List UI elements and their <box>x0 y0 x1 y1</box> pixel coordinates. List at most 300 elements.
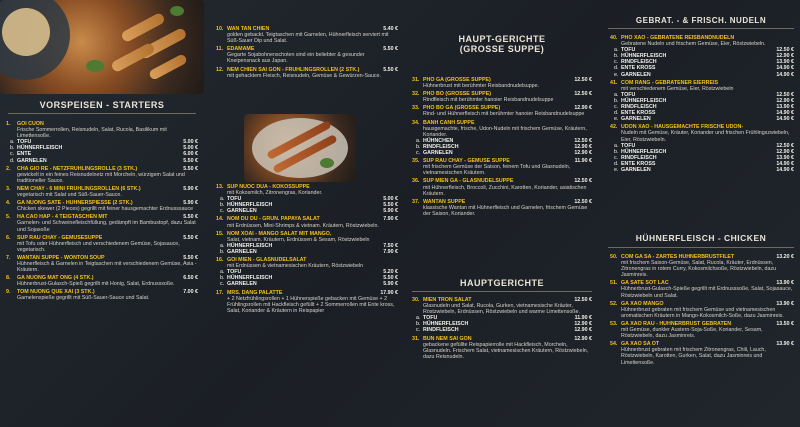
menu-item <box>412 77 592 89</box>
item-description: + 2 Netzfrühlingsrollen + 1 Hühnerspieße gebacken mit Gemüse + 2 Frühlingsrollen mit Hackfleisch gefüllt + 2 Sommerrollen mit Ente kross, Salat, Koriander & Kräutern in Reispapier <box>227 295 395 314</box>
variant-name: TOFU <box>17 139 32 146</box>
item-price: 13.90 € <box>776 300 794 307</box>
item-description: vegetarisch mit Salat und Süß-Sauer-Sauce. <box>17 192 122 199</box>
item-number: 36. <box>412 178 420 185</box>
variant-price: 5.00 € <box>183 139 198 146</box>
menu-item <box>610 80 794 123</box>
item-number: 11. <box>216 46 224 53</box>
variant-price: 12.90 € <box>776 53 794 60</box>
item-title: BANH CANH SUPPE <box>423 119 475 126</box>
item-title: SUP NUOC DUA - KOKOSSUPPE <box>227 184 310 190</box>
variant-name: TOFU <box>621 47 636 54</box>
variant-price: 14.90 € <box>776 166 794 173</box>
item-description: Rind- und Hühnerfleisch mit berühmter hanoier Reisbandnudelsuppe <box>423 111 585 118</box>
variant-name: HÜHNERFLEISCH <box>227 202 273 209</box>
item-number: 37. <box>412 198 420 205</box>
item-title: PHO BO GA (GROSSE SUPPE) <box>423 105 501 112</box>
menu-item <box>216 46 398 64</box>
menu-item <box>412 120 592 157</box>
item-number: 8. <box>6 275 11 282</box>
menu-item <box>6 289 198 301</box>
variant-letter: c. <box>614 104 619 111</box>
item-price: 13.90 € <box>776 341 794 348</box>
variant-letter: e. <box>614 116 619 123</box>
item-title: GA XAO MANGO <box>621 300 664 307</box>
item-price: 5.50 € <box>183 214 198 221</box>
item-variant <box>610 167 794 173</box>
item-price: 12.90 € <box>574 105 592 112</box>
variant-letter: b. <box>614 53 619 60</box>
variant-name: ENTE KROSS <box>621 65 656 72</box>
item-price: 5.50 € <box>183 254 198 261</box>
item-title: GA NUONG MAT ONG (4 STK.) <box>17 275 94 282</box>
variant-letter: e. <box>614 166 619 173</box>
menu-item-header <box>216 216 398 222</box>
variant-letter: c. <box>220 208 225 215</box>
variant-letter: b. <box>10 145 15 152</box>
menu-item <box>412 105 592 117</box>
section-title-starters: VORSPEISEN - STARTERS <box>8 100 196 114</box>
item-number: 10. <box>216 26 224 32</box>
menu-item-header <box>610 301 794 307</box>
section-title-noodles: GEBRAT. - & FRISCH. NUDELN <box>608 16 794 29</box>
item-number: 51. <box>610 280 618 287</box>
menu-item <box>610 301 794 319</box>
menu-item <box>412 178 592 196</box>
menu-item <box>6 275 198 287</box>
main-dishes-list <box>412 297 592 362</box>
variant-price: 5.50 € <box>383 275 398 282</box>
variant-letter: a. <box>416 137 421 144</box>
menu-item <box>216 26 398 44</box>
menu-item <box>412 199 592 217</box>
menu-item <box>6 235 198 253</box>
variant-price: 13.90 € <box>776 104 794 111</box>
variant-price: 12.90 € <box>574 321 592 328</box>
menu-item-header <box>216 67 398 73</box>
item-description: Hühnerbrust gebraten mit frischem Zitronengras, Chili, Lauch, Röstzwiebeln, Karotten, Gurken, Salat, dazu Jasminreis und Limettensoße. <box>621 347 766 366</box>
variant-letter: d. <box>10 157 15 164</box>
menu-item <box>216 216 398 228</box>
item-title: COM GA SA - ZARTES HÜHNERBRUSTFILET <box>621 254 735 260</box>
item-price: 5.50 € <box>383 66 398 73</box>
variant-letter: d. <box>614 65 619 72</box>
salads-list <box>216 184 398 316</box>
item-title: NOM DU DU - GRÜN. PAPAYA SALAT <box>227 216 320 223</box>
item-title: GOI CUON <box>17 121 44 127</box>
item-price: 5.50 € <box>183 234 198 241</box>
item-title: SUP RAU CHAY - GEMÜSE SUPPE <box>423 158 510 165</box>
noodles-list <box>610 35 794 175</box>
item-number: 3. <box>6 185 11 192</box>
variant-letter: a. <box>614 47 619 54</box>
item-description: Gebratene Nudeln und frischem Gemüse, Eier, Röstzwiebeln. <box>621 41 766 48</box>
menu-item <box>216 257 398 287</box>
variant-name: TOFU <box>423 315 438 322</box>
variant-price: 12.50 € <box>776 91 794 98</box>
item-description: Chicken skewer (2 Pieces) gegrillt mit feiner hausgemachter Erdnusssauce <box>17 206 194 213</box>
item-number: 34. <box>412 119 420 126</box>
item-description: mit Gemüse, dunkler Austern-Soja-Soße, Koriander, Sesam, Röstzwiebeln, dazu Jasminreis. <box>621 327 763 340</box>
variant-price: 5.90 € <box>383 208 398 215</box>
menu-item <box>216 290 398 314</box>
item-title: COM RANG - GEBRATENER EIERREIS <box>621 79 719 86</box>
variant-name: GARNELEN <box>621 166 651 173</box>
variant-name: ENTE KROSS <box>621 110 656 117</box>
variant-name: RINDFLEISCH <box>621 154 657 161</box>
item-title: UDON XAO - HAUSGEMACHTE FRISCHE UDON- <box>621 124 744 131</box>
variant-name: GARNELEN <box>227 248 257 255</box>
item-price: 13.20 € <box>776 254 794 260</box>
menu-item-header <box>6 235 198 241</box>
menu-item <box>216 184 398 214</box>
menu-item <box>6 214 198 232</box>
variant-name: GARNELEN <box>423 150 453 157</box>
variant-letter: a. <box>220 269 225 276</box>
snacks-list <box>216 26 398 81</box>
variant-letter: c. <box>614 154 619 161</box>
item-price: 12.50 € <box>574 178 592 185</box>
variant-price: 12.90 € <box>776 148 794 155</box>
item-description: Hühnerbrust-Gulasch-Spieße gegrillt mit Erdnusssoße, Salat, Sojasauce, Röstzwiebeln und Salat. <box>621 286 793 299</box>
item-description: Hühnerfleisch & Garnelen in Teigtaschen mit verschiedenem Gemüse, Asia - Kräutern. <box>17 260 197 274</box>
variant-letter: d. <box>614 160 619 167</box>
item-number: 33. <box>412 105 420 112</box>
item-number: 1. <box>6 121 11 127</box>
column-starters <box>0 0 204 427</box>
variant-name: GARNELEN <box>621 116 651 123</box>
starters-list <box>6 121 198 304</box>
food-photo-skewers <box>244 114 356 182</box>
item-number: 31. <box>412 335 420 342</box>
item-title: NEM CHIEN SAI GON - FRÜHLINGSROLLEN (2 STK.) <box>227 66 360 73</box>
item-description: Salat, vietnam. Kräutern, Erdnüssen & Sesam, Röstzwiebeln <box>227 236 370 243</box>
variant-price: 13.90 € <box>776 59 794 66</box>
variant-price: 14.90 € <box>776 65 794 72</box>
item-price: 5.50 € <box>183 165 198 172</box>
menu-item <box>610 124 794 173</box>
menu-item <box>6 186 198 198</box>
variant-letter: e. <box>614 71 619 78</box>
variant-letter: b. <box>416 321 421 328</box>
variant-name: HÜHNERFLEISCH <box>227 242 273 249</box>
menu-item <box>412 297 592 334</box>
item-description: Frische Sommerrollen, Reisnudeln, Salat, Rucola, Basilikum mit Limettensoße. <box>17 127 167 140</box>
item-title: NEM CHAY - 6 MINI FRÜHLINGSROLLEN (6 STK.) <box>17 185 141 192</box>
variant-letter: c. <box>416 327 421 334</box>
item-number: 16. <box>216 257 224 264</box>
item-title: GA NUONG SATE - HÜHNERSPIESSE (2 STK.) <box>17 200 133 207</box>
item-variant <box>6 158 198 164</box>
item-title: MIEN TRON SALAT <box>423 297 472 303</box>
item-title: WAN TAN CHIEN <box>227 26 270 32</box>
variant-letter: a. <box>614 91 619 98</box>
item-number: 35. <box>412 158 420 165</box>
variant-name: GARNELEN <box>227 208 257 215</box>
item-number: 4. <box>6 200 11 207</box>
menu-item <box>412 336 592 360</box>
item-description: klassische Wantan mit Hühnerfleisch und Garnelen, frischem Gemüse der Saison, Koriander. <box>423 204 588 217</box>
item-title: PHO XAO - GEBRATENE REISBANDNUDELN <box>621 35 735 41</box>
variant-price: 12.90 € <box>776 97 794 104</box>
item-title: PHO BO (GROSSE SUPPE) <box>423 91 491 98</box>
variant-price: 14.90 € <box>776 116 794 123</box>
menu-item <box>216 67 398 79</box>
variant-name: TOFU <box>227 269 242 276</box>
variant-price: 14.90 € <box>776 71 794 78</box>
item-description: golden gebackt. Teigtaschen mit Garnelen, Hühnerfleisch serviert mit Süß-Sauer Dip und Salat. <box>227 32 389 45</box>
item-price: 13.50 € <box>776 320 794 327</box>
variant-letter: a. <box>416 315 421 322</box>
column-noodles <box>600 0 800 427</box>
menu-item <box>610 35 794 78</box>
item-title: PHO GA (GROSSE SUPPE) <box>423 77 491 83</box>
item-number: 17. <box>216 289 224 296</box>
variant-name: RINDFLEISCH <box>621 59 657 66</box>
item-price: 7.00 € <box>183 289 198 296</box>
variant-name: GARNELEN <box>227 281 257 288</box>
variant-price: 5.00 € <box>183 145 198 152</box>
item-description: mit Tofu oder Hühnerfleisch und verschiedenem Gemüse, Sojasauce, vegetarisch. <box>17 240 180 253</box>
item-number: 53. <box>610 320 618 327</box>
item-title: GA SATE SOT LAC <box>621 280 669 287</box>
soups-list <box>412 77 592 219</box>
variant-price: 12.90 € <box>574 327 592 334</box>
variant-price: 5.00 € <box>383 196 398 203</box>
item-title: WANTAN SUPPE <box>423 198 466 205</box>
menu-item-header <box>610 80 794 86</box>
variant-letter: d. <box>614 110 619 117</box>
variant-name: HÜHNERFLEISCH <box>621 97 667 104</box>
item-description: gebackene gefüllte Reispapierrolle mit Hackfleisch, Morcheln, Glasnudeln. Frischem Salat, vietnamesischen Kräutern, Röstzwiebeln, dazu Reisnudeln. <box>423 341 589 360</box>
item-price: 7.90 € <box>383 216 398 223</box>
item-number: 9. <box>6 289 11 296</box>
item-variant <box>610 72 794 78</box>
item-price: 5.40 € <box>383 26 398 32</box>
item-title: GOI MIEN - GLASNUDELSALAT <box>227 257 307 264</box>
variant-name: ENTE KROSS <box>621 160 656 167</box>
item-description: hausgemachte, frische, Udon-Nudeln mit frischem Gemüse, Kräutern, Koriander. <box>423 125 587 138</box>
item-price: 12.50 € <box>574 91 592 98</box>
variant-name: HÜHNERFLEISCH <box>621 53 667 60</box>
variant-price: 14.90 € <box>776 160 794 167</box>
menu-item-header <box>412 336 592 342</box>
menu-item <box>610 280 794 298</box>
variant-letter: b. <box>220 248 225 255</box>
variant-price: 5.90 € <box>383 281 398 288</box>
variant-name: TOFU <box>227 196 242 203</box>
item-title: GA XAO RAU - HÜHNERBRUST GEBRATEN <box>621 320 732 327</box>
item-variant <box>412 327 592 333</box>
item-price: 5.90 € <box>183 185 198 192</box>
menu-item-header <box>412 199 592 205</box>
variant-letter: b. <box>220 202 225 209</box>
menu-item <box>216 231 398 255</box>
variant-letter: c. <box>10 151 15 158</box>
food-photo-rolls <box>0 0 204 94</box>
item-variant <box>216 281 398 287</box>
variant-letter: c. <box>220 281 225 288</box>
variant-name: HÜHNERFLEISCH <box>17 145 63 152</box>
item-description: mit Hühnerfleisch, Broccoli, Zucchini, Karotten, Koriander, asiatischen Kräutern. <box>423 184 587 197</box>
item-price: 12.50 € <box>574 198 592 205</box>
item-title: HA CAO HAP - 4 TEIGTASCHEN MIT <box>17 214 108 221</box>
item-number: 54. <box>610 341 618 348</box>
variant-name: ENTE <box>17 151 32 158</box>
variant-price: 5.50 € <box>183 157 198 164</box>
variant-name: TOFU <box>621 91 636 98</box>
item-number: 41. <box>610 79 618 86</box>
variant-letter: a. <box>220 196 225 203</box>
item-number: 32. <box>412 91 420 98</box>
item-description: mit Erdnüssen, Mini-Shrimps & vietnam. Kräutern, Röstzwiebeln. <box>227 222 379 229</box>
item-description: mit Kokosmilch, Zitronengras, Koriander. <box>227 190 323 197</box>
variant-name: RINDFLEISCH <box>423 143 459 150</box>
item-price: 6.50 € <box>183 275 198 282</box>
item-description: Hühnerbrust gebraten mit frischem Gemüse und vietnamesischen aromatischen Kräutern in Mango-Kokosmilch-Soße, dazu Jasminreis. <box>621 306 784 319</box>
item-number: 40. <box>610 35 618 41</box>
section-title-main2: HAUPTGERICHTE <box>412 278 592 292</box>
variant-name: RINDFLEISCH <box>621 104 657 111</box>
variant-price: 7.50 € <box>383 242 398 249</box>
item-number: 2. <box>6 165 11 172</box>
variant-price: 12.50 € <box>574 137 592 144</box>
variant-name: GARNELEN <box>621 71 651 78</box>
item-description: gewickelt in ein feines Reisnudelnetz mit Morcheln, würzigem Salat und traditioneller Sauce. <box>17 171 185 184</box>
menu-item <box>610 321 794 339</box>
variant-price: 13.90 € <box>776 154 794 161</box>
item-title: BUN NEM SAI GON <box>423 335 472 342</box>
variant-name: HÜHNERFLEISCH <box>423 321 469 328</box>
variant-price: 12.90 € <box>574 150 592 157</box>
variant-name: HÜHNERFLEISCH <box>227 275 273 282</box>
section-title-chicken: HÜHNERFLEISCH - CHICKEN <box>608 234 794 248</box>
item-price: 12.90 € <box>574 335 592 342</box>
menu-item <box>6 166 198 184</box>
variant-price: 5.50 € <box>383 202 398 209</box>
item-description: Nudeln mit Gemüse, Kräuter, Koriander und frischen Frühlingszwiebeln, Eier, Röstzwiebeln. <box>621 130 790 143</box>
item-description: mit frischem Gemüse der Saison, feinem Tofu und Glasnudeln, vietnamesischen Kräutern. <box>423 164 571 177</box>
item-title: SUP MIEN GA - GLASNUDELSUPPE <box>423 178 514 185</box>
variant-price: 14.90 € <box>776 110 794 117</box>
variant-name: HÜHNERFLEISCH <box>621 148 667 155</box>
item-number: 7. <box>6 254 11 261</box>
item-number: 14. <box>216 216 224 223</box>
variant-price: 12.90 € <box>574 143 592 150</box>
variant-letter: a. <box>614 142 619 149</box>
variant-price: 11.90 € <box>574 315 592 322</box>
menu-item <box>610 254 794 278</box>
item-description: mit Erdnüssen & vietnamesischen Kräutern, Röstzwiebeln <box>227 263 364 270</box>
menu-item-header <box>216 290 398 296</box>
item-price: 5.90 € <box>183 200 198 207</box>
item-title: CHA GIO RE - NETZFRÜHLINGSROLLE (3 STK.) <box>17 165 138 172</box>
chicken-list <box>610 254 794 368</box>
variant-letter: b. <box>614 148 619 155</box>
menu-item-header <box>412 178 592 184</box>
item-title: WANTAN SUPPE - WONTON SOUP <box>17 254 105 261</box>
item-price: 11.90 € <box>574 158 592 165</box>
menu-item <box>6 255 198 273</box>
item-description: Garnelenspieße gegrillt mit Süß-Sauer-Sauce und Salat. <box>17 295 150 302</box>
item-title: TOM NUONG QUE XAI (3 STK.) <box>17 289 95 296</box>
menu-item-header <box>6 166 198 172</box>
column-main <box>404 0 600 427</box>
menu-item-header <box>412 120 592 126</box>
variant-letter: c. <box>416 150 421 157</box>
item-number: 31. <box>412 77 420 83</box>
item-number: 12. <box>216 66 224 73</box>
variant-letter: b. <box>416 143 421 150</box>
item-number: 50. <box>610 254 618 260</box>
item-description: Gegarte Sojabohnenschoten sind ein beliebter & gesunder Kneipensnack aus Japan. <box>227 52 365 65</box>
item-description: Hühnerbrust mit berühmter Reisbandnudelsuppe. <box>423 83 540 90</box>
item-description: Glasnudeln und Salat, Rucola, Gurken, vietnamesische Kräuter, Röstzwiebeln, Erdnüssen, Röstzwiebeln und warme Limettensoße. <box>423 303 580 316</box>
item-number: 52. <box>610 300 618 307</box>
variant-price: 7.90 € <box>383 248 398 255</box>
section-title-main: HAUPT-GERICHTE (GROSSE SUPPE) <box>458 34 546 55</box>
item-number: 6. <box>6 234 11 241</box>
item-description: Hühnerbrust-Gulasch-Spieß gegrillt mit Honig, Salat, Erdnusssoße. <box>17 281 175 288</box>
item-title: MRS. DANG PALATTE <box>227 289 283 296</box>
variant-price: 6.00 € <box>183 151 198 158</box>
variant-price: 12.50 € <box>776 47 794 54</box>
item-title: GA XAO SA OT <box>621 341 660 348</box>
menu-item <box>412 158 592 176</box>
item-price: 5.50 € <box>383 46 398 53</box>
item-title: SUP RAU CHAY - GEMÜSESUPPE <box>17 234 103 241</box>
item-price: 12.50 € <box>574 77 592 83</box>
variant-letter: a. <box>220 242 225 249</box>
column-snacks <box>204 0 404 427</box>
item-title: EDAMAME <box>227 46 255 53</box>
item-variant <box>412 150 592 156</box>
item-description: mit verschiedenem Gemüse, Eier, Röstzwiebeln <box>621 85 734 92</box>
menu-item <box>6 200 198 212</box>
item-number: 42. <box>610 124 618 131</box>
item-price: 12.50 € <box>574 297 592 303</box>
variant-letter: c. <box>614 59 619 66</box>
menu-item <box>412 91 592 103</box>
variant-letter: a. <box>10 139 15 146</box>
menu-item-header <box>216 231 398 237</box>
variant-name: RINDFLEISCH <box>423 327 459 334</box>
menu-item <box>610 341 794 365</box>
variant-price: 12.50 € <box>776 142 794 149</box>
item-variant <box>216 208 398 214</box>
item-price: 17.90 € <box>380 289 398 296</box>
item-number: 5. <box>6 214 11 221</box>
item-variant <box>610 116 794 122</box>
item-variant <box>216 249 398 255</box>
item-description: mit gehacktem Fleisch, Reisnudeln, Gemüse & Gewürzen-Sauce. <box>227 72 381 79</box>
variant-letter: b. <box>220 275 225 282</box>
item-description: mit frischem Saison-Gemüse, Salat, Rucola, Kräuter, Erdnüssen, Zitronengras in rotem Curry, Kokosmilchsoße, Röstzwiebeln, dazu Jasminreis. <box>621 260 777 279</box>
menu-item <box>6 121 198 164</box>
item-number: 30. <box>412 297 420 303</box>
item-description: Garnelen- und Schweinefleischfüllung, gedämpft im Bambustopf, dazu Salat und Sojasoße <box>17 220 196 233</box>
variant-letter: b. <box>614 97 619 104</box>
item-number: 15. <box>216 230 224 237</box>
item-number: 13. <box>216 184 224 190</box>
variant-name: TOFU <box>621 142 636 149</box>
variant-name: HÜHNCHEN <box>423 137 454 144</box>
item-description: Rindfleisch mit berühmter hanoier Reisbandnudelsuppe <box>423 97 554 104</box>
variant-name: GARNELEN <box>17 157 47 164</box>
item-title: NOM XOAI - MANGO SALAT MIT MANGO, <box>227 230 332 237</box>
item-price: 13.90 € <box>776 280 794 287</box>
variant-price: 5.20 € <box>383 269 398 276</box>
